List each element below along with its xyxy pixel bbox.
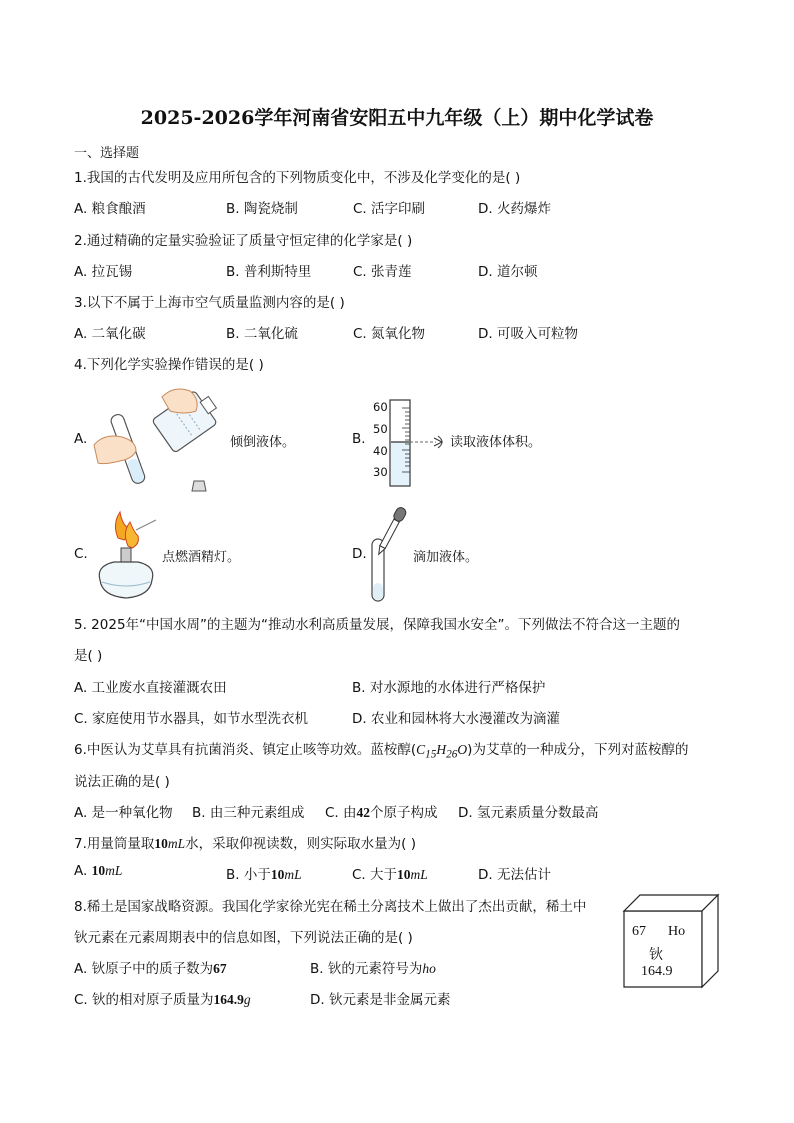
q2-option-a: A. 拉瓦锡 xyxy=(74,264,133,280)
q8-option-d: D. 钬元素是非金属元素 xyxy=(310,992,451,1008)
question-3-stem: 3.以下不属于上海市空气质量监测内容的是( ) xyxy=(74,295,345,311)
q4-option-b-label: B. xyxy=(352,431,366,447)
q7-option-b: B. 小于10mL xyxy=(226,867,302,883)
q6-formula: $C_{15}H_{26}O$ xyxy=(416,742,468,761)
question-8-stem-line2: 钬元素在元素周期表中的信息如图，下列说法正确的是( ) xyxy=(74,930,413,946)
question-6-stem-line2: 说法正确的是( ) xyxy=(74,774,170,790)
cylinder-tick-50: 50 xyxy=(373,422,388,436)
q7-option-c: C. 大于10mL xyxy=(352,867,428,883)
dropper-illustration xyxy=(366,503,414,603)
q5-option-c: C. 家庭使用节水器具，如节水型洗衣机 xyxy=(74,711,309,727)
page-title: 2025-2026学年河南省安阳五中九年级（上）期中化学试卷 xyxy=(140,107,654,129)
cylinder-tick-60: 60 xyxy=(373,400,388,414)
question-5-stem-line1: 5. 2025年“中国水周”的主题为“推动水利高质量发展，保障我国水安全”。下列做法不符合这一主题的 xyxy=(74,617,681,633)
q4-option-d-label: D. xyxy=(352,546,367,562)
q1-option-b: B. 陶瓷烧制 xyxy=(226,201,298,217)
q8-option-c: C. 钬的相对原子质量为164.9g xyxy=(74,992,251,1008)
q3-option-d: D. 可吸入可粒物 xyxy=(478,326,578,342)
cylinder-tick-40: 40 xyxy=(373,444,388,458)
q4-option-b-caption: 读取液体体积。 xyxy=(450,435,542,450)
q3-option-c: C. 氮氧化物 xyxy=(353,326,426,342)
q6-option-a: A. 是一种氧化物 xyxy=(74,805,173,821)
element-symbol: Ho xyxy=(668,924,686,939)
q2-option-b: B. 普利斯特里 xyxy=(226,264,312,280)
q1-option-c: C. 活字印刷 xyxy=(353,201,426,217)
q7-option-a: A. 10mL xyxy=(74,863,123,879)
q4-option-a-caption: 倾倒液体。 xyxy=(230,435,296,450)
question-6-stem-line1 xyxy=(74,738,688,761)
q5-option-d: D. 农业和园林将大水漫灌改为滴灌 xyxy=(352,711,560,727)
q3-option-a: A. 二氧化碳 xyxy=(74,326,146,342)
element-atomic-mass: 164.9 xyxy=(641,964,673,979)
element-name: 钬 xyxy=(649,947,663,963)
q1-option-d: D. 火药爆炸 xyxy=(478,201,551,217)
q2-option-c: C. 张青莲 xyxy=(353,264,412,280)
q4-option-d-caption: 滴加液体。 xyxy=(413,550,479,565)
q2-option-d: D. 道尔顿 xyxy=(478,264,538,280)
question-5-stem-line2: 是( ) xyxy=(74,648,103,664)
q8-option-b: B. 钬的元素符号为ho xyxy=(310,961,436,977)
pouring-liquid-illustration xyxy=(92,385,227,495)
q4-option-c-label: C. xyxy=(74,546,88,562)
q3-option-b: B. 二氧化硫 xyxy=(226,326,298,342)
q4-option-a-label: A. xyxy=(74,431,88,447)
element-atomic-number: 67 xyxy=(632,924,646,939)
question-1-stem: 1.我国的古代发明及应用所包含的下列物质变化中，不涉及化学变化的是( ) xyxy=(74,170,521,186)
question-4-stem: 4.下列化学实验操作错误的是( ) xyxy=(74,357,264,373)
q6-stem-part1: 6.中医认为艾草具有抗菌消炎、镇定止咳等功效。蓝桉醇( xyxy=(74,742,417,758)
q1-option-a: A. 粮食酿酒 xyxy=(74,201,146,217)
q6-option-b: B. 由三种元素组成 xyxy=(192,805,305,821)
q4-option-c-caption: 点燃酒精灯。 xyxy=(162,550,241,565)
q5-option-b: B. 对水源地的水体进行严格保护 xyxy=(352,680,546,696)
q8-option-a: A. 钬原子中的质子数为67 xyxy=(74,961,227,977)
section-heading: 一、选择题 xyxy=(74,146,140,161)
q6-option-c: C. 由42个原子构成 xyxy=(325,805,438,821)
q6-option-d: D. 氢元素质量分数最高 xyxy=(458,805,599,821)
question-7-stem: 7.用量筒量取10mL水，采取仰视读数，则实际取水量为( ) xyxy=(74,836,416,852)
cylinder-tick-30: 30 xyxy=(373,465,388,479)
question-2-stem: 2.通过精确的定量实验验证了质量守恒定律的化学家是( ) xyxy=(74,233,413,249)
q7-option-d: D. 无法估计 xyxy=(478,867,551,883)
alcohol-lamp-illustration xyxy=(88,510,160,602)
question-8-stem-line1: 8.稀土是国家战略资源。我国化学家徐光宪在稀土分离技术上做出了杰出贡献，稀土中 xyxy=(74,899,587,915)
q5-option-a: A. 工业废水直接灌溉农田 xyxy=(74,680,227,696)
q6-stem-part2: )为艾草的一种成分，下列对蓝桉醇的 xyxy=(467,742,689,758)
